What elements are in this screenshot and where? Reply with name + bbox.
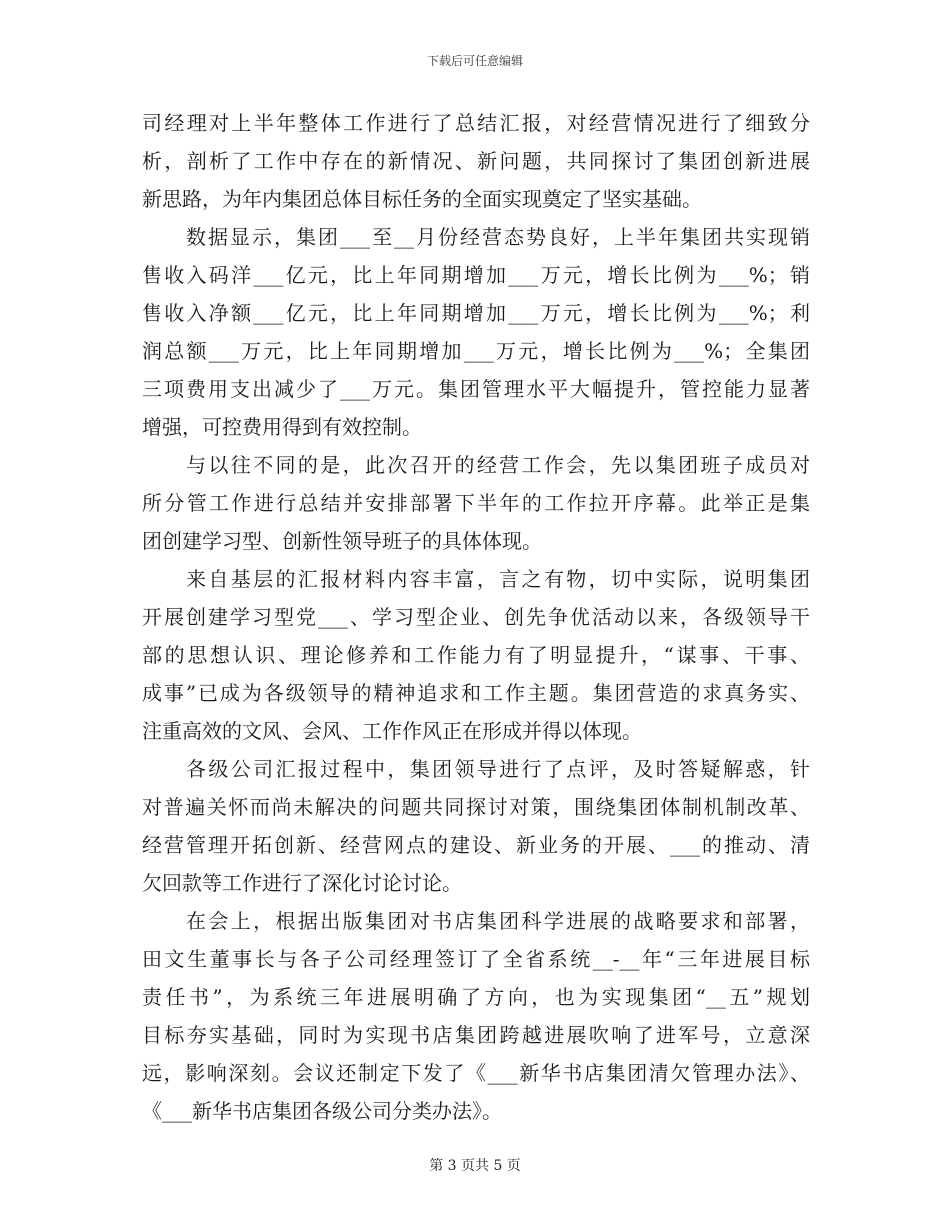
- text-line: 售收入净额___亿元，比上年同期增加___万元，增长比例为___%；利: [142, 301, 810, 325]
- page-footer: 第 3 页共 5 页: [429, 1158, 521, 1174]
- text-line: 对普遍关怀而尚未解决的问题共同探讨对策，围绕集团体制机制改革、: [142, 795, 810, 819]
- text-line: 远，影响深刻。会议还制定下发了《___新华书店集团清欠管理办法》、: [142, 1061, 810, 1085]
- text-line: 欠回款等工作进行了深化讨论讨论。: [142, 871, 462, 895]
- text-line: 售收入码洋___亿元，比上年同期增加___万元，增长比例为___%；销: [142, 263, 810, 287]
- page-header: 下载后可任意编辑: [426, 54, 523, 68]
- text-line: 田文生董事长与各子公司经理签订了全省系统__-__年“三年进展目标: [142, 947, 810, 971]
- text-line: 成事”已成为各级领导的精神追求和工作主题。集团营造的求真务实、: [142, 681, 810, 705]
- text-line: 数据显示，集团___至__月份经营态势良好，上半年集团共实现销: [186, 225, 810, 249]
- text-line: 新思路，为年内集团总体目标任务的全面实现奠定了坚实基础。: [142, 187, 702, 211]
- text-line: 与以往不同的是，此次召开的经营工作会，先以集团班子成员对: [186, 453, 810, 477]
- text-line: 三项费用支出减少了___万元。集团管理水平大幅提升，管控能力显著: [142, 377, 810, 401]
- text-line: 开展创建学习型党___、学习型企业、创先争优活动以来，各级领导干: [142, 605, 810, 629]
- text-line: 责任书”，为系统三年进展明确了方向，也为实现集团“__五”规划: [142, 985, 810, 1009]
- text-line: 增强，可控费用得到有效控制。: [142, 415, 422, 439]
- text-line: 司经理对上半年整体工作进行了总结汇报，对经营情况进行了细致分: [142, 111, 810, 135]
- text-line: 各级公司汇报过程中，集团领导进行了点评，及时答疑解惑，针: [186, 757, 810, 781]
- text-line: 经营管理开拓创新、经营网点的建设、新业务的开展、___的推动、清: [142, 833, 810, 857]
- text-line: 析，剖析了工作中存在的新情况、新问题，共同探讨了集团创新进展: [142, 149, 810, 173]
- text-line: 部的思想认识、理论修养和工作能力有了明显提升，“谋事、干事、: [142, 643, 810, 667]
- text-line: 团创建学习型、创新性领导班子的具体体现。: [142, 529, 542, 553]
- text-line: 目标夯实基础，同时为实现书店集团跨越进展吹响了进军号，立意深: [142, 1023, 810, 1047]
- text-line: 所分管工作进行总结并安排部署下半年的工作拉开序幕。此举正是集: [142, 491, 810, 515]
- document-body: [142, 104, 810, 1130]
- text-line: 来自基层的汇报材料内容丰富，言之有物，切中实际，说明集团: [186, 567, 810, 591]
- text-line: 润总额___万元，比上年同期增加___万元，增长比例为___%；全集团: [142, 339, 810, 363]
- text-line: 注重高效的文风、会风、工作作风正在形成并得以体现。: [142, 719, 642, 743]
- text-line: 在会上，根据出版集团对书店集团科学进展的战略要求和部署，: [186, 909, 810, 933]
- text-line: 《___新华书店集团各级公司分类办法》。: [142, 1099, 502, 1123]
